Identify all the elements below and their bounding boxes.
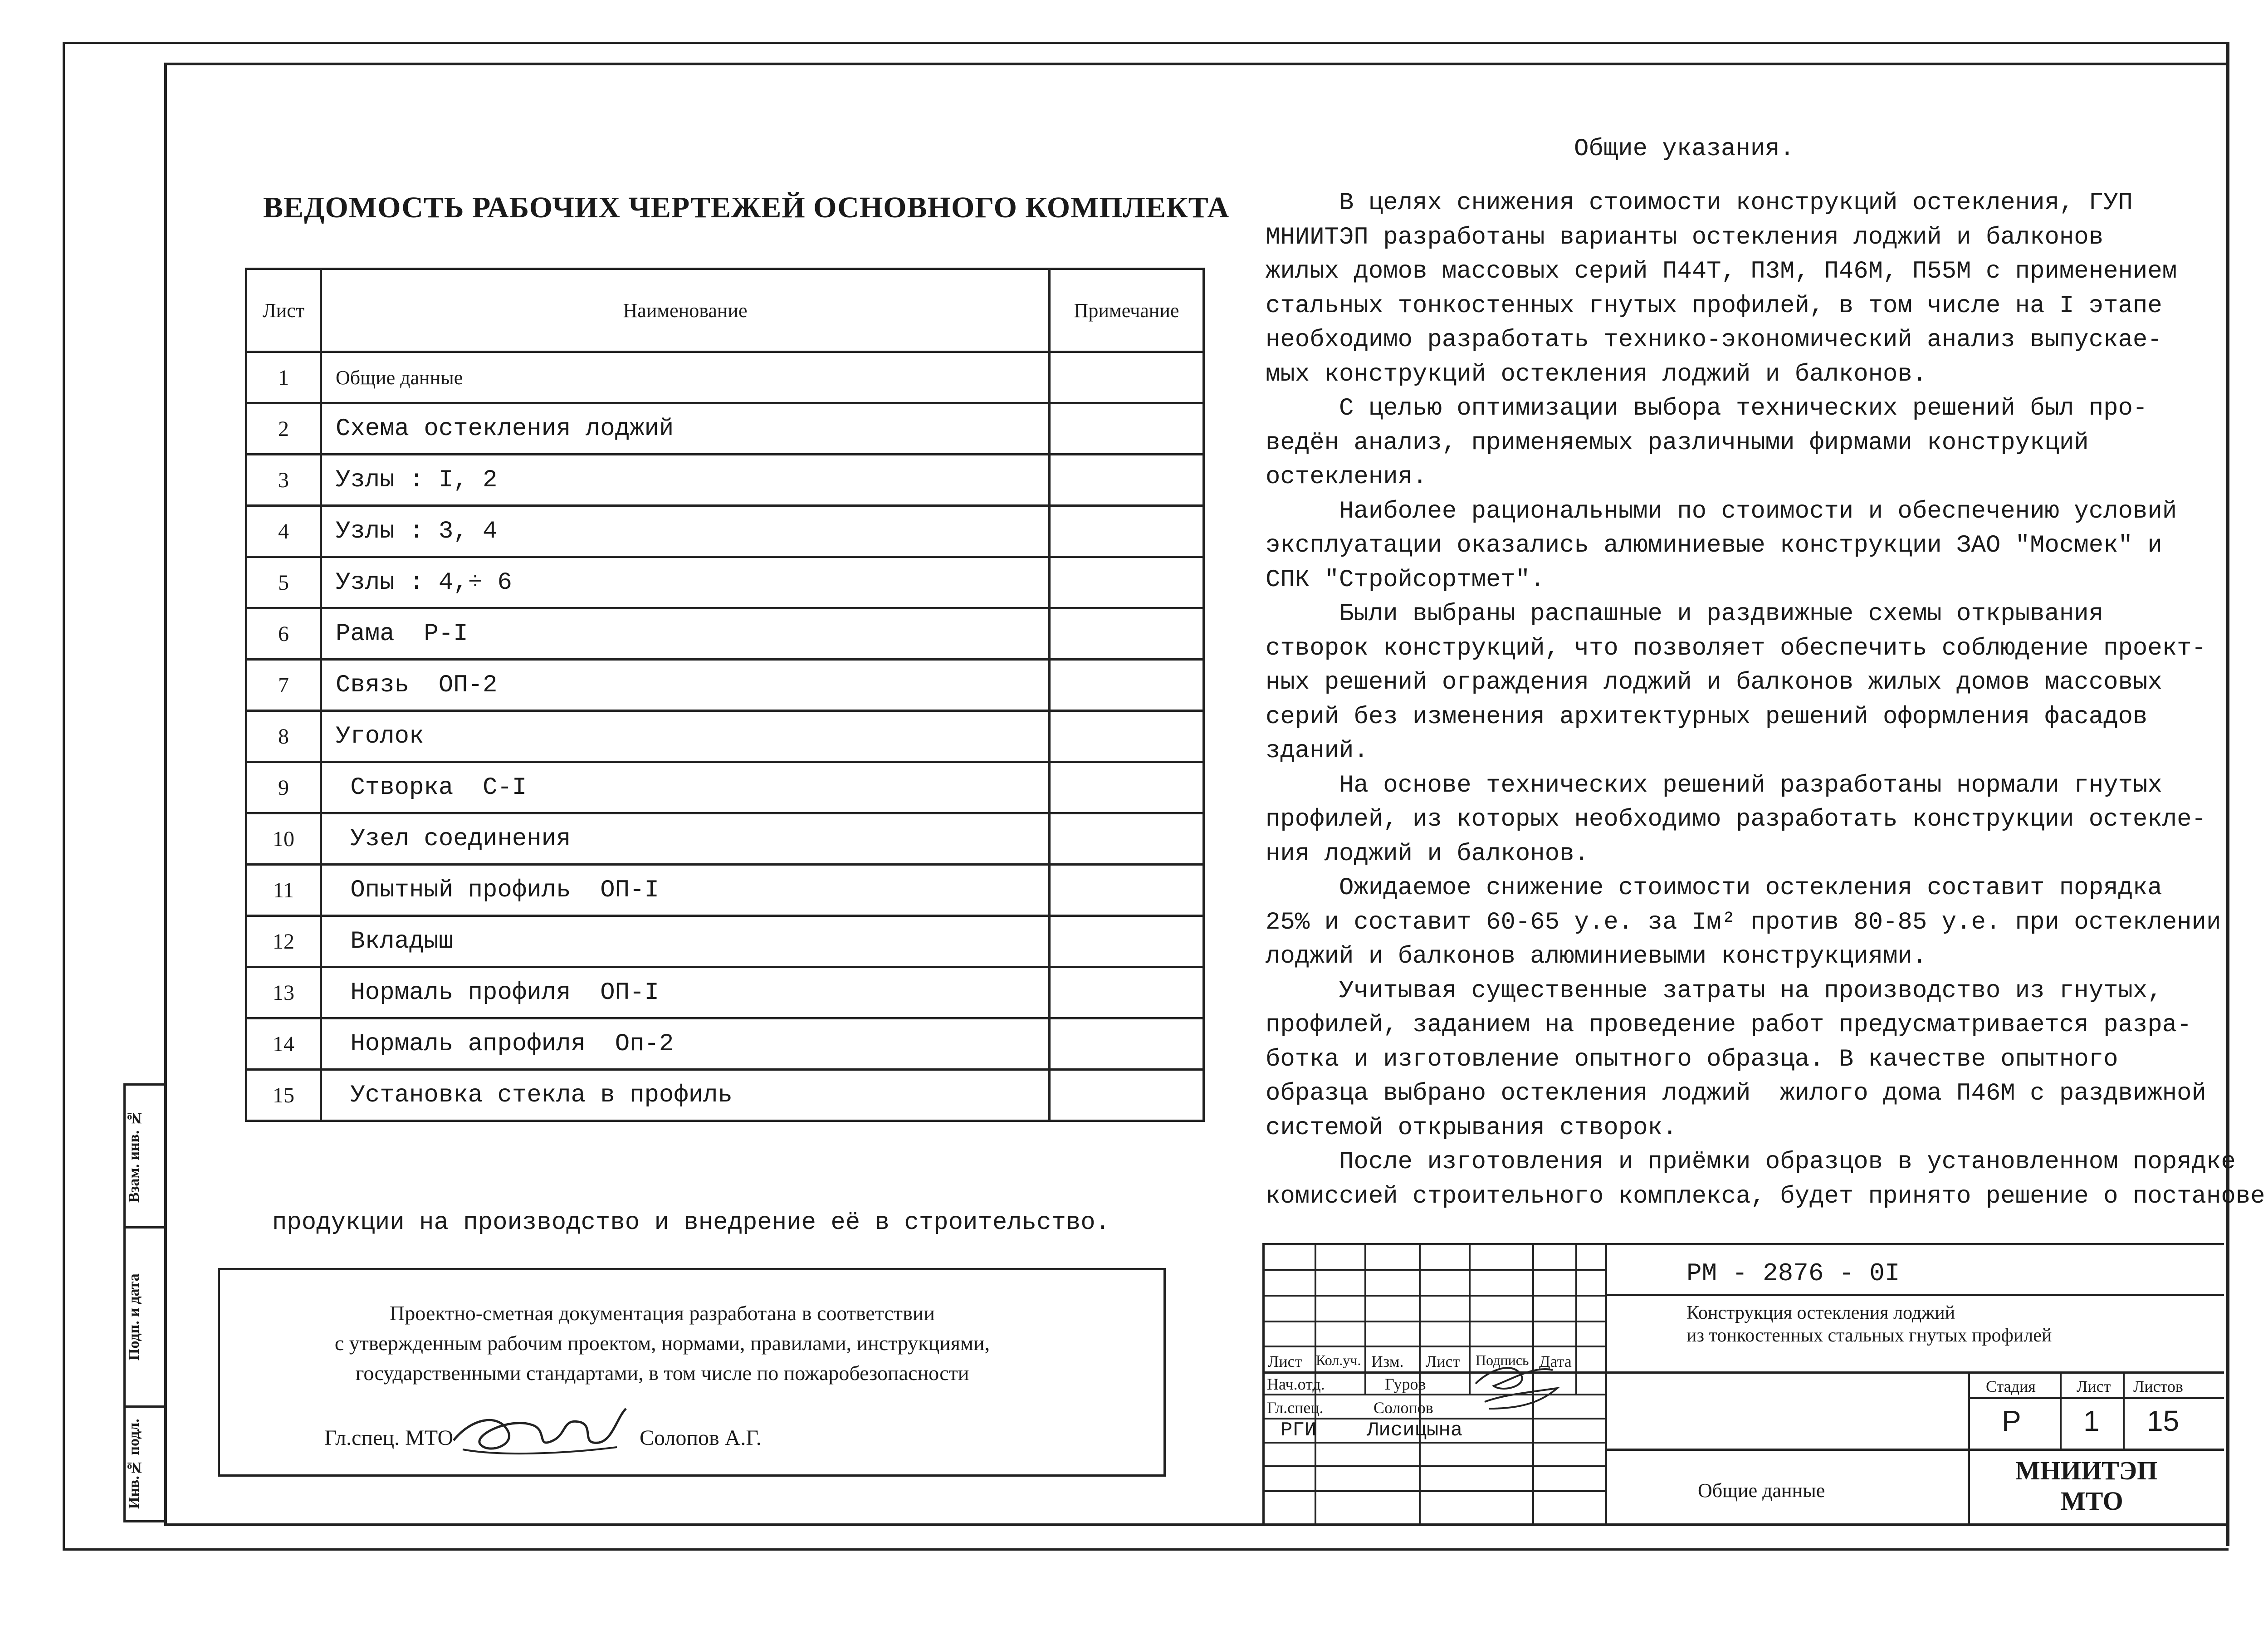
stamp-sign-name: Солопов А.Г.	[640, 1426, 762, 1450]
sheet-name: Опытный профиль ОП-I	[321, 865, 1050, 916]
sheet-number: 14	[246, 1018, 321, 1070]
sheet-name: Общие данные	[321, 352, 1050, 403]
header-name: Наименование	[321, 269, 1050, 352]
sheet-name: Узлы : I, 2	[321, 455, 1050, 506]
tb-col-signature: Подпись	[1476, 1352, 1529, 1368]
sheet-name: Схема остекления лоджий	[321, 403, 1050, 455]
title-block	[1262, 1243, 2224, 1524]
stamp-line-2: с утвержденным рабочим проектом, нормами, правилами, инструкциями,	[334, 1331, 990, 1355]
stamp-sign-label: Гл.спец. МТО	[324, 1426, 454, 1450]
sheet-number: 8	[246, 711, 321, 762]
tb-name-3: Лисицына	[1367, 1419, 1463, 1442]
margin-label-inv-orig: Инв.№ подл.	[126, 1419, 142, 1509]
sheet-number: 12	[246, 916, 321, 967]
tb-org-2: МТО	[2061, 1486, 2123, 1516]
table-row	[246, 916, 1204, 967]
sheet-number: 5	[246, 557, 321, 608]
sheet-name: Узлы : 4,÷ 6	[321, 557, 1050, 608]
sheet-name: Установка стекла в профиль	[321, 1070, 1050, 1121]
sheet-name: Створка С-I	[321, 762, 1050, 813]
sheet-number: 15	[246, 1070, 321, 1121]
sheet-list-title: ВЕДОМОСТЬ РАБОЧИХ ЧЕРТЕЖЕЙ ОСНОВНОГО КОМПЛЕКТА	[263, 191, 1230, 224]
margin-box-inv-orig	[123, 1405, 167, 1522]
sheet-note	[1050, 352, 1204, 403]
notes-continuation: продукции на производство и внедрение её в строительство.	[272, 1209, 1110, 1237]
sheet-name: Узлы : 3, 4	[321, 506, 1050, 557]
table-row	[246, 557, 1204, 608]
notes-body: В целях снижения стоимости конструкций остекления, ГУП МНИИТЭП разработаны варианты остекления лоджий и балконов жилых домов массовых серий П44Т, П3М, П46М, П55М с применением стальных тонкостенных гнутых профилей, в том числе на I этапе необходимо разработать технико-экономический анализ выпускае- мых конструкций остекления лоджий и балконов. С целью оптимизации выбора технических решений был про- ведён анализ, применяемых различными фирмами конструкций остекления. Наиболее рациональными по стоимости и обеспечению условий эксплуатации оказались алюминиевые конструкции ЗАО "Мосмек" и СПК "Стройсортмет". Были выбраны распашные и раздвижные схемы открывания створок конструкций, что позволяет обеспечить соблюдение проект- ных решений ограждения лоджий и балконов жилых домов массовых серий без изменения архитектурных решений оформления фасадов зданий. На основе технических решений разработаны нормали гнутых профилей, из которых необходимо разработать конструкции остекле- ния лоджий и балконов. Ожидаемое снижение стоимости остекления составит порядка 25% и составит 60-65 у.е. за Iм² против 80-85 у.е. при остеклении лоджий и балконов алюминиевыми конструкциями. Учитывая существенные затраты на производство из гнутых, профилей, заданием на проведение работ предусматривается разра- ботка и изготовление опытного образца. В качестве опытного образца выбрано остекления лоджий жилого дома П46М с раздвижной системой открывания створок. После изготовления и приёмки образцов в установленном порядке комиссией строительного комплекса, будет принято решение о постанове	[1266, 189, 2265, 1210]
tb-role-1: Нач.отд.	[1267, 1375, 1325, 1393]
sheet-name: Связь ОП-2	[321, 660, 1050, 711]
notes-title: Общие указания.	[1574, 135, 1795, 163]
sheet-number: 10	[246, 813, 321, 865]
approval-stamp-text	[272, 1298, 1052, 1388]
sheet-name: Нормаль апрофиля Оп-2	[321, 1018, 1050, 1070]
table-row	[246, 1018, 1204, 1070]
tb-col-sheet: Лист	[1268, 1352, 1302, 1370]
sheet-name: Узел соединения	[321, 813, 1050, 865]
sheet-name: Нормаль профиля ОП-I	[321, 967, 1050, 1018]
tb-col-change: Изм.	[1371, 1352, 1404, 1370]
table-row	[246, 711, 1204, 762]
tb-name-1: Гуров	[1385, 1375, 1426, 1393]
signature-icon	[445, 1400, 635, 1468]
signature-icon	[1462, 1352, 1566, 1420]
table-row	[246, 455, 1204, 506]
sheet-note	[1050, 1018, 1204, 1070]
sheet-list-table	[245, 268, 1205, 1122]
tb-section-name: Общие данные	[1698, 1479, 1825, 1502]
sheet-note	[1050, 813, 1204, 865]
table-row	[246, 1070, 1204, 1121]
table-row	[246, 967, 1204, 1018]
table-row	[246, 608, 1204, 660]
stamp-line-1: Проектно-сметная документация разработана в соответствии	[390, 1302, 935, 1325]
sheet-note	[1050, 865, 1204, 916]
tb-role-2: Гл.спец.	[1267, 1399, 1324, 1417]
margin-label-sign-date: Подп. и дата	[126, 1273, 142, 1361]
sheet-note	[1050, 711, 1204, 762]
table-row	[246, 352, 1204, 403]
margin-box-sign-date	[123, 1226, 167, 1408]
tb-sheets-label: Листов	[2133, 1377, 2183, 1395]
sheet-note	[1050, 660, 1204, 711]
table-row	[246, 865, 1204, 916]
sheet-number: 7	[246, 660, 321, 711]
tb-sheet-label: Лист	[2077, 1377, 2111, 1395]
margin-label-inv-replace: Взам. инв. №	[126, 1109, 142, 1203]
table-row	[246, 506, 1204, 557]
sheet-number: 9	[246, 762, 321, 813]
table-row	[246, 403, 1204, 455]
sheet-number: 2	[246, 403, 321, 455]
sheet-note	[1050, 506, 1204, 557]
tb-name-2: Солопов	[1374, 1399, 1433, 1417]
margin-box-inv-replace	[123, 1083, 167, 1229]
sheet-note	[1050, 1070, 1204, 1121]
tb-sheets: 15	[2147, 1405, 2180, 1437]
sheet-name: Уголок	[321, 711, 1050, 762]
sheet-note	[1050, 608, 1204, 660]
header-sheet: Лист	[246, 269, 321, 352]
table-row	[246, 813, 1204, 865]
sheet-name: Вкладыш	[321, 916, 1050, 967]
sheet-note	[1050, 557, 1204, 608]
sheet-number: 3	[246, 455, 321, 506]
sheet-name: Рама Р-I	[321, 608, 1050, 660]
table-row	[246, 762, 1204, 813]
sheet-number: 13	[246, 967, 321, 1018]
tb-stage-label: Стадия	[1986, 1377, 2036, 1395]
sheet-note	[1050, 403, 1204, 455]
tb-role-3: РГИ	[1281, 1419, 1317, 1442]
tb-col-date: Дата	[1539, 1352, 1572, 1370]
tb-description-2: из тонкостенных стальных гнутых профилей	[1686, 1325, 2052, 1346]
tb-col-sheet2: Лист	[1426, 1352, 1460, 1370]
sheet-number: 4	[246, 506, 321, 557]
stamp-line-3: государственными стандартами, в том числе по пожаробезопасности	[355, 1361, 969, 1385]
tb-code: РМ - 2876 - 0I	[1686, 1259, 1900, 1288]
sheet-note	[1050, 916, 1204, 967]
tb-stage: Р	[2002, 1405, 2021, 1437]
tb-col-qty: Кол.уч.	[1316, 1352, 1361, 1368]
tb-org-1: МНИИТЭП	[2015, 1456, 2158, 1485]
header-note: Примечание	[1050, 269, 1204, 352]
sheet-number: 11	[246, 865, 321, 916]
sheet-note	[1050, 967, 1204, 1018]
sheet-number: 1	[246, 352, 321, 403]
sheet-number: 6	[246, 608, 321, 660]
table-row	[246, 660, 1204, 711]
tb-sheet: 1	[2083, 1405, 2100, 1437]
sheet-note	[1050, 455, 1204, 506]
tb-description-1: Конструкция остекления лоджий	[1686, 1302, 1955, 1323]
sheet-note	[1050, 762, 1204, 813]
